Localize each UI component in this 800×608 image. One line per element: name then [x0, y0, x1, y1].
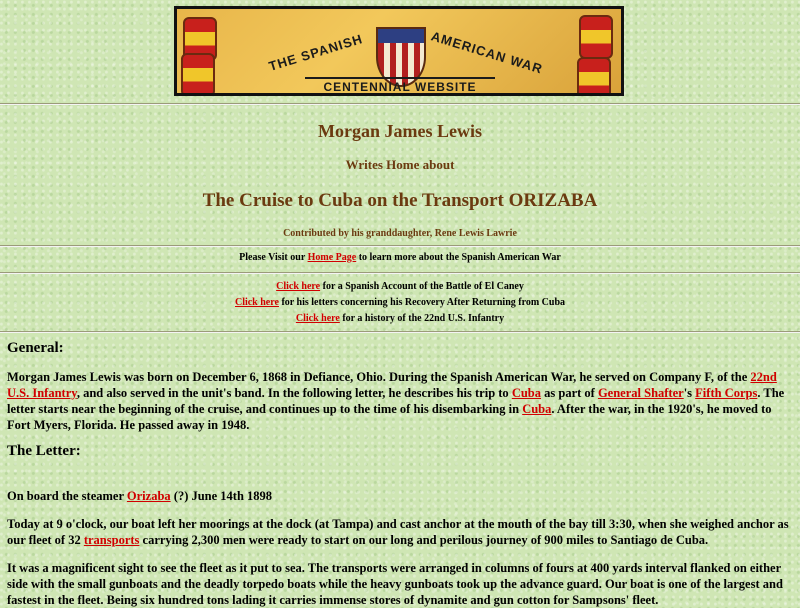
visit-text: Please Visit our [239, 252, 308, 263]
link-line-infantry [0, 313, 800, 324]
recovery-letters-link[interactable]: Click here [234, 297, 279, 308]
general-heading: General: [7, 340, 64, 356]
centennial-banner [174, 6, 624, 96]
text: . The letter starts near the beginning of the cruise, and continues up to the time of his disembarking in [7, 386, 785, 416]
contributed-by: Contributed by his granddaughter, Rene Lewis Lawrie [283, 228, 517, 239]
home-page-link[interactable]: Home Page [307, 252, 357, 263]
text: . After the war, in the 1920's, he moved to Fort Myers, Florida. He passed away in 1948. [7, 402, 772, 432]
text: (?) June 14th 1898 [170, 489, 273, 503]
text: as part of [541, 386, 598, 400]
text: 's [683, 386, 696, 400]
letter-heading: The Letter: [7, 443, 81, 459]
general-paragraph [7, 369, 793, 433]
text: Morgan James Lewis was born on December 6, 1868 in Defiance, Ohio. During the Spanish American War, he served on Company F, of the [7, 370, 751, 384]
spanish-crest-icon [577, 57, 611, 96]
text: On board the steamer [7, 489, 127, 503]
general-shafter-link[interactable]: General Shafter [597, 386, 684, 400]
text: , and also served in the unit's band. In the following letter, he describes his trip to [76, 386, 512, 400]
link-description: for a Spanish Account of the Battle of El Caney [320, 281, 524, 292]
text: carrying 2,300 men were ready to start on our long and perilous journey of 900 miles to Santiago de Cuba. [139, 533, 709, 547]
letter-paragraph-2: It was a magnificent sight to see the fleet as it put to sea. The transports were arranged in columns of fours at 400 yards interval flanked on either side with the small gunboats and the deadly torpedo boats while the heavy gunboats took up the advance guard. Our boat is one of the largest and fastest in the fleet. Being six hundred tons lading it carries immense stores of dynamite and gun cotton for Sampsons' fleet. [7, 561, 783, 607]
letter-dateline [7, 488, 793, 504]
visit-text-after: to learn more about the Spanish American War [356, 252, 561, 263]
banner-bottom-text: CENTENNIAL WEBSITE [305, 77, 495, 96]
banner-arc-right: AMERICAN WAR [429, 28, 545, 77]
page-name: Morgan James Lewis [318, 121, 482, 141]
writes-home: Writes Home about [345, 157, 455, 172]
link-description: for his letters concerning his Recovery After Returning from Cuba [278, 297, 566, 308]
divider [0, 331, 800, 333]
el-caney-link[interactable]: Click here [276, 281, 321, 292]
divider [0, 103, 800, 105]
link-line-recovery [0, 297, 800, 308]
cuba-link-2[interactable]: Cuba [522, 402, 552, 416]
letter-paragraph-1 [7, 516, 793, 548]
banner-arc-left: THE SPANISH [266, 31, 365, 74]
spanish-crest-icon [181, 53, 215, 96]
divider [0, 245, 800, 247]
orizaba-link[interactable]: Orizaba [126, 489, 171, 503]
link-description: for a history of the 22nd U.S. Infantry [339, 313, 505, 324]
text: Today at 9 o'clock, our boat left her moorings at the dock (at Tampa) and cast anchor at the mouth of the bay till 3:30, when she weighed anchor as our fleet of 32 [7, 517, 789, 547]
visit-line [0, 252, 800, 263]
transports-link[interactable]: transports [83, 533, 140, 547]
spanish-crest-icon [579, 15, 613, 59]
fifth-corps-link[interactable]: Fifth Corps [695, 386, 758, 400]
link-line-el-caney [0, 281, 800, 292]
infantry-history-link[interactable]: Click here [295, 313, 340, 324]
cuba-link[interactable]: Cuba [511, 386, 541, 400]
infantry-link[interactable]: 22nd U.S. Infantry [7, 370, 777, 400]
page-title: The Cruise to Cuba on the Transport ORIZABA [202, 190, 598, 211]
divider [0, 272, 800, 274]
